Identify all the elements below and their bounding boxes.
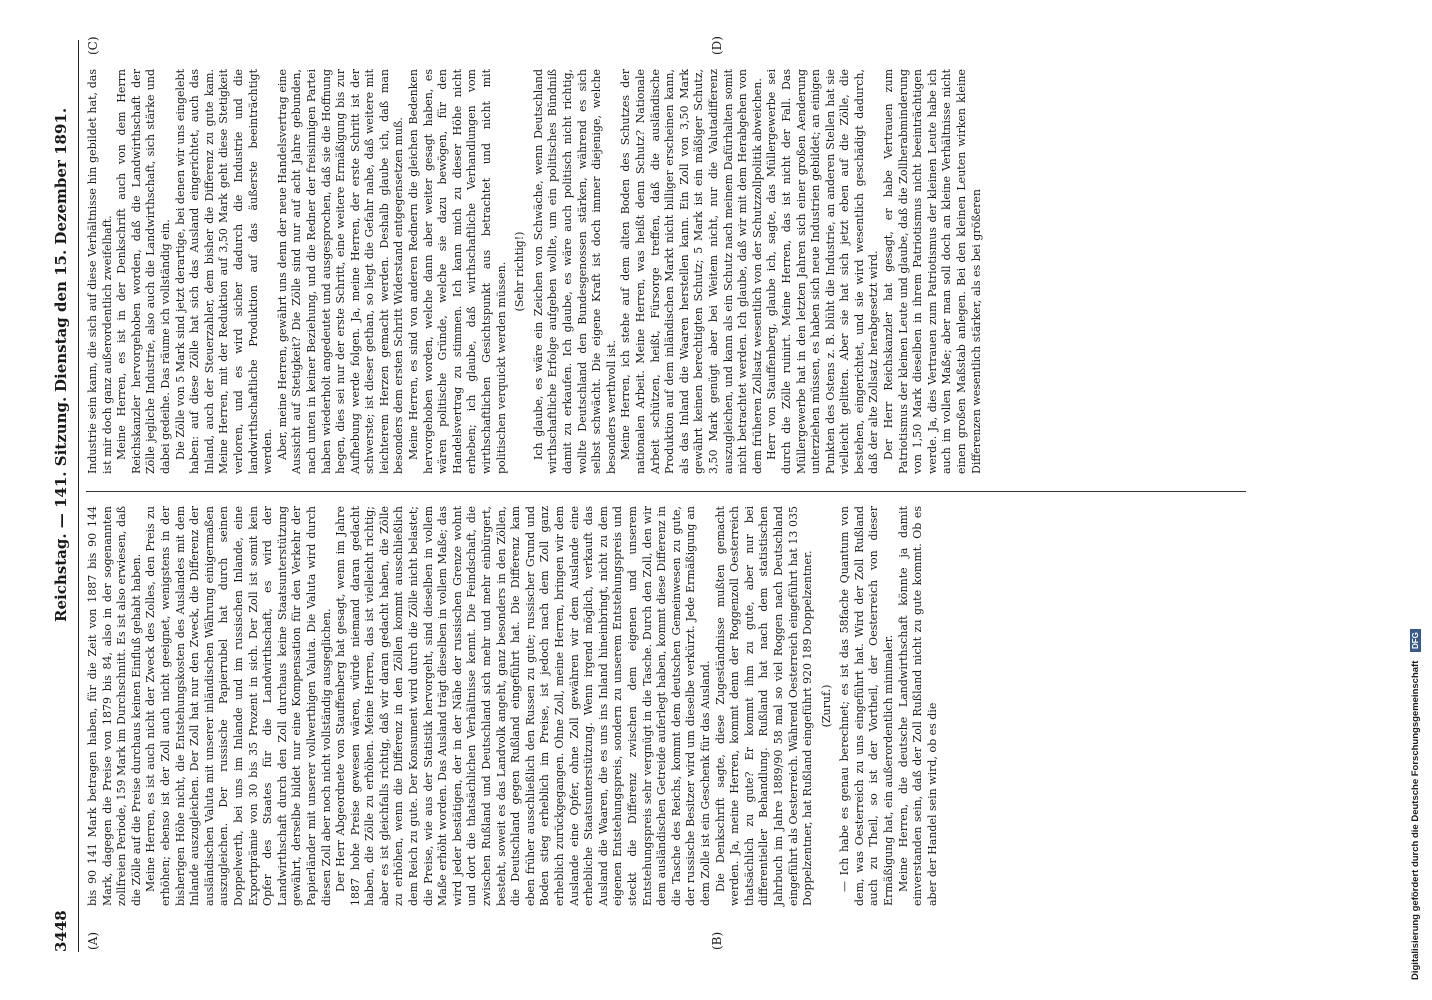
margin-mark-b: (B) — [710, 931, 724, 950]
funding-text: Digitalisierung gefördert durch die Deutsche Forschungsgemeinschaft — [1410, 660, 1421, 980]
paragraph: Aber, meine Herren, gewährt uns denn der neue Handelsvertrag eine Aussicht auf Stetigkeit? Die Zölle sind nur auf acht Jahre gebunden, nach unten in keiner Beziehung, und die Redner der freisinnigen Partei haben wiederholt angedeutet und ausgesprochen, daß sie die Hoffnung hegen, dies sei nur der erste Schritt, eine weitere Ermäßigung bis zur Aufhebung werde folgen. Ja, meine Herren, der erste Schritt ist der schwerste; ist dieser gethan, so liegt die Gefahr nahe, daß weitere mit leichterem Herzen gemacht werden. Deshalb glaube ich, daß man besonders dem ersten Schritt Widerstand entgegensetzen muß. — [275, 69, 406, 474]
margin-mark-d: (D) — [710, 36, 724, 55]
paragraph: Herr von Stauffenberg, glaube ich, sagte, das Müllergewerbe sei durch die Zölle ruinirt. Meine Herren, das ist nicht der Fall. Das Müllergewerbe hat in den letzten Jahren sich einer großen Aenderung unterziehen müssen, es haben sich neue Industrien gebildet; an einigen Punkten des Ostens z. B. blüht die Industrie, an anderen Stellen hat sie vielleicht gelitten. Aber sie hat sich jetzt eben auf die Zölle, die bestehen, eingerichtet, und sie wird wesentlich geschädigt dadurch, daß der alte Zollsatz herabgesetzt wird. — [765, 69, 881, 474]
paragraph: Ich glaube, es wäre ein Zeichen von Schwäche, wenn Deutschland wirthschaftliche Erfolge aufgeben wollte, um ein politisches Bündniß damit zu erkaufen. Ich glaube, es wäre auch politisch nicht richtig, wollte Deutschland den Bundesgenossen stärken, während es sich selbst schwächt. Die eigene Kraft ist doch immer diejenige, welche besonders werthvoll ist. — [531, 69, 618, 474]
paragraph: Meine Herren, es ist auch nicht der Zweck des Zolles, den Preis zu erhöhen; ebenso ist der Zoll auch nicht geeignet, wenigstens in der bisherigen Höhe nicht, die Entstehungskosten des Auslandes mit dem Inlande auszugleichen. Der Zoll hat nur den Zweck, die Differenz der ausländischen Valuta mit unserer inländischen Währung einigermaßen auszugleichen. Der russische Papierrubel hat durch seinen Doppelwerth, bei uns im Inlande und im russischen Inlande, eine Exportprämie von 30 bis 35 Prozent in sich. Der Zoll ist somit kein Opfer des Staates für die Landwirthschaft, es wird der Landwirthschaft durch den Zoll durchaus keine Staatsunterstützung gewährt, derselbe bildet nur eine Kompensation für den Verkehr der Papierländer mit unserer vollwerthigen Valuta. Die Valuta wird durch diesen Zoll aber noch nicht vollständig ausgeglichen. — [144, 506, 333, 906]
page-number: 3448 — [52, 910, 70, 952]
paragraph: Der Herr Abgeordnete von Stauffenberg hat gesagt, wenn im Jahre 1887 hohe Preise gewesen wären, würde niemand daran gedacht haben, die Zölle zu erhöhen. Meine Herren, das ist vielleicht richtig; aber es ist gleichfalls richtig, daß wir daran gedacht haben, die Zölle zu erhöhen, wenn die Differenz in den Zöllen kommt ausschließlich dem Reich zu gute. Der Konsument wird durch die Zölle nicht belastet; die Preise, wie aus der Statistik hervorgeht, sind dieselben in vollem Maße erhöht worden. Das Ausland trägt dieselben in vollem Maße; das wird jeder bestätigen, der in der Nähe der russischen Grenze wohnt und dort die thatsächlichen Verhältnisse kennt. Die Feindschaft, die zwischen Rußland und Deutschland sich mehr und mehr einbürgert, besteht, soweit es das Landvolk angeht, ganz besonders in den Zöllen, die Deutschland gegen Rußland eingeführt hat. Die Differenz kam eben früher ausschließlich den Russen zu gute; russischer Grund und Boden stieg erheblich im Preise, ist jedoch nach dem Zoll ganz erheblich zurückgegangen. Ohne Zoll, meine Herren, bringen wir dem Auslande eine Opfer, ohne Zoll gewähren wir dem Auslande eine erhebliche Staatsunterstützung. Wenn irgend möglich, verkauft das Ausland die Waaren, die es uns ins Inland hineinbringt, nicht zu dem eigenen Entstehungspreis, sondern zu unserem Entstehungspreis und steckt die Differenz zwischen dem eigenen und unserem Entstehungspreis sehr vergnügt in die Tasche. Durch den Zoll, den wir dem ausländischen Getreide auferlegt haben, kommt diese Differenz in die Tasche des Reichs, kommt dem deutschen Gemeinwesen zu gute, der russische Besitzer wird um dieselbe verkürzt. Jede Ermäßigung an dem Zolle ist ein Geschenk für das Ausland. — [334, 506, 712, 906]
funding-note — [1406, 420, 1426, 980]
dfg-logo: DFG — [1410, 629, 1421, 652]
paragraph: Meine Herren, die deutsche Landwirthschaft könnte ja damit einverstanden sein, daß der Zoll Rußland nicht zu gute kommt. Ob es aber der Handel sein wird, ob es die — [896, 506, 939, 906]
paragraph: Industrie sein kann, die sich auf diese Verhältnisse hin gebildet hat, das ist mir doch ganz außerordentlich zweifelhaft. — [86, 69, 114, 474]
margin-mark-c: (C) — [86, 36, 100, 55]
paragraph: — Ich habe es genau berechnet; es ist das 58fache Quantum von dem, was Oesterreich zu uns eingeführt hat. Wird der Zoll Rußland auch zu Theil, so ist der Vortheil, der Oesterreich von dieser Ermäßigung hat, ein außerordentlich minimaler. — [838, 506, 896, 906]
text-column-right — [86, 69, 984, 474]
header-date: Dienstag den 15. Dezember 1891. — [52, 107, 70, 392]
paragraph: Die Denkschrift sagte, diese Zugeständnisse mußten gemacht werden. Ja, meine Herren, kommt denn der Roggenzoll Oesterreich thatsächlich zu gute? Er kommt ihm zu gute, aber nur bei differentieller Behandlung. Rußland hat nach dem statistischen Jahrbuch im Jahre 1889/90 58 mal so viel Roggen nach Deutschland eingeführt als Oesterreich. Während Oesterreich eingeführt hat 13 035 Doppelzentner, hat Rußland eingeführt 920 189 Doppelzentner. — [713, 506, 815, 906]
paragraph: Meine Herren, ich stehe auf dem alten Boden des Schutzes der nationalen Arbeit. Meine Herren, was heißt denn Schutz? Nationale Arbeit schützen, heißt, Fürsorge treffen, daß die ausländische Produktion auf dem inländischen Markt nicht billiger erscheinen kann, als das Inland die Waaren herstellen kann. Ein Zoll von 3,50 Mark gewährt keinen berechtigten Schutz; 5 Mark ist ein mäßiger Schutz, 3,50 Mark genügt aber bei Weitem nicht, nur die Valutadifferenz auszugleichen, und kann als ein Schutz nach meinem Dafürhalten somit nicht betrachtet werden. Ich glaube, daß wir mit dem Herabgehen von dem früheren Zollsatz wesentlich von der Schutzzollpolitik abweichen. — [619, 69, 764, 474]
paragraph: Der Herr Reichskanzler hat gesagt, er habe Vertrauen zum Patriotismus der kleinen Leute und glaube, daß die Zollherabminderung von 1,50 Mark dieselben in ihrem Patriotismus nicht beeinträchtigen werde. Ja, dies Vertrauen zum Patriotismus der kleinen Leute habe ich auch im vollen Maße; aber man soll doch an kleine Verhältnisse nicht einen großen Maßstab anlegen. Bei den kleinen Leuten wirken kleine Differenzen wesentlich stärker, als es bei größeren — [882, 69, 983, 474]
header-session: Reichstag. — 141. Sitzung. — [52, 396, 70, 622]
paragraph: Die Zölle von 5 Mark sind jetzt derartige, bei denen wir uns eingelebt haben: auf diese Zölle hat sich das Ausland eingerichtet, auch das Inland, auch der Steuerzahler, dem bisher die Differenz zu gute kam. Meine Herren, mit der Reduktion auf 3,50 Mark geht diese Stetigkeit verloren, und es wird sicher dadurch die Industrie und die landwirthschaftliche Produktion auf das äußerste beeinträchtigt werden. — [173, 69, 275, 474]
paragraph: Meine Herren, es sind von anderen Rednern die gleichen Bedenken hervorgehoben worden, welche dann aber weiter gesagt haben, es wären politische Gründe, welche sie dazu bewögen, für den Handelsvertrag zu stimmen. Ich kann mich zu dieser Höhe nicht erheben; ich glaube, daß wirthschaftliche Verhandlungen vom wirthschaftlichen Gesichtspunkt aus betrachtet und nicht mit politischen verquickt werden müssen. — [407, 69, 508, 474]
interjection: (Zuruf.) — [819, 684, 833, 728]
page-header — [52, 40, 74, 952]
column-divider — [86, 491, 1246, 492]
text-column-left — [86, 506, 940, 906]
paragraph: bis 90 141 Mark betragen haben, für die Zeit von 1887 bis 90 144 Mark, dagegen die Preise von 1879 bis 84, also in der sogenannten zollfreien Periode, 159 Mark im Durchschnitt. Es ist also erwiesen, daß die Zölle auf die Preise durchaus keinen Einfluß gehabt haben. — [86, 506, 143, 906]
interjection: (Sehr richtig!) — [513, 231, 527, 312]
paragraph: Meine Herren, es ist in der Denkschrift auch von dem Herrn Reichskanzler hervorgehoben worden, daß die Landwirthschaft der Zölle jegliche Industrie, also auch die Landwirthschaft, sich stärke und dabei gedeihe. Das räume ich vollständig ein. — [115, 69, 172, 474]
header-rule — [78, 40, 79, 952]
margin-mark-a: (A) — [86, 931, 100, 950]
